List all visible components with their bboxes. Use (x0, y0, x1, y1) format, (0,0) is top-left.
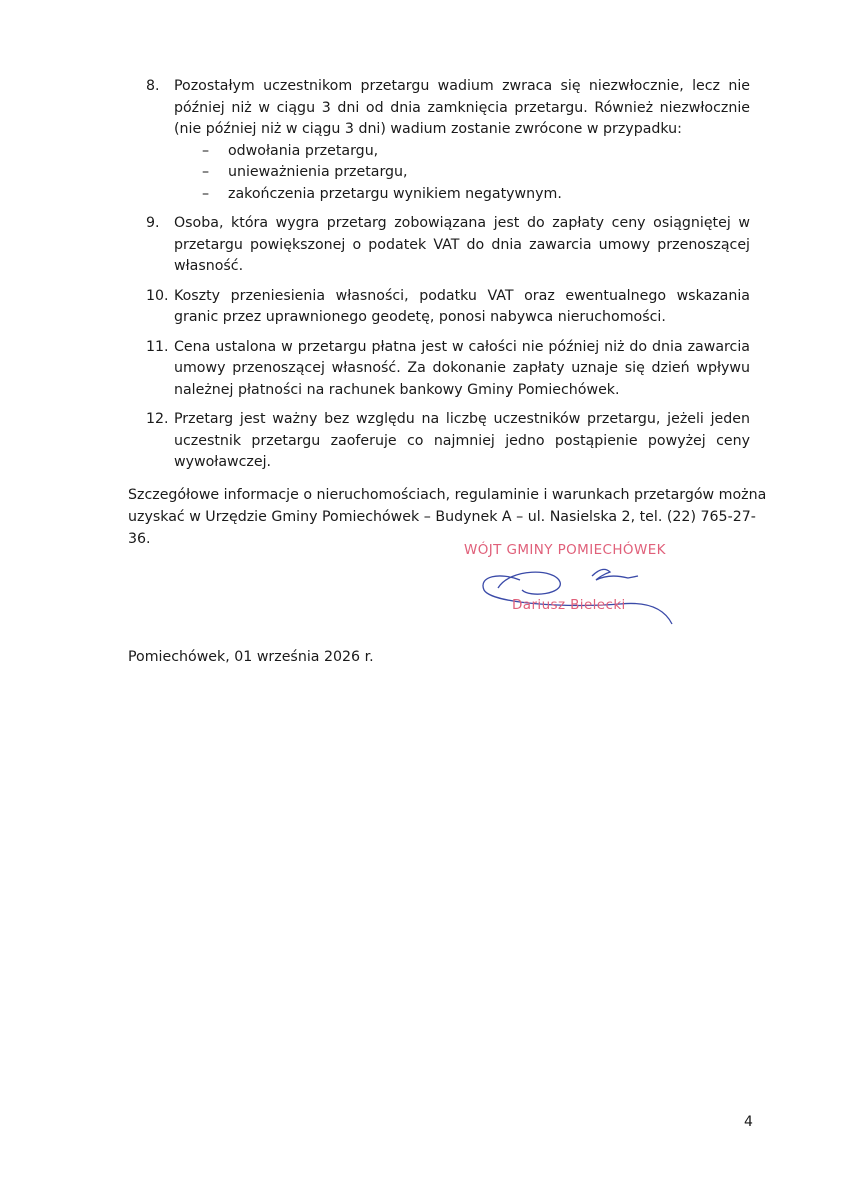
sub-item (202, 184, 750, 206)
contact-info-paragraph: Szczegółowe informacje o nieruchomościach, regulaminie i warunkach przetargów można uzyskać w Urzędzie Gminy Pomiechówek – Budynek A – ul. Nasielska 2, tel. (22) 765-27-36. (128, 487, 767, 548)
item-number: 11. (146, 338, 169, 355)
place-and-date: Pomiechówek, 01 września 2026 r. (128, 649, 374, 666)
dash-bullet: – (202, 142, 210, 159)
item-number: 9. (146, 215, 160, 231)
item-text: Pozostałym uczestnikom przetargu wadium zwraca się niezwłocznie, lecz nie później niż w ciągu 3 dni od dnia zamknięcia przetargu. Również niezwłocznie (nie później niż w ciągu 3 dni) wadium zostanie zwrócone w przypadku: (174, 78, 750, 137)
stamp-title: WÓJT GMINY POMIECHÓWEK (464, 542, 666, 558)
item-text: Cena ustalona w przetargu płatna jest w całości nie później niż do dnia zawarcia umowy przenoszącej własność. Za dokonanie zapłaty uznaje się dzień wpływu należnej płatności na rachunek bankowy Gminy Pomiechówek. (174, 338, 750, 398)
handwritten-signature (460, 538, 690, 638)
list-item-12 (128, 409, 750, 474)
stamp-name: Dariusz Bielecki (512, 597, 626, 613)
sub-list (174, 141, 750, 206)
item-text: Osoba, która wygra przetarg zobowiązana jest do zapłaty ceny osiągniętej w przetargu powiększonej o podatek VAT do dnia zawarcia umowy przenoszącej własność. (174, 215, 750, 274)
item-number: 12. (146, 411, 169, 427)
sub-item (202, 141, 750, 163)
sub-item-text: zakończenia przetargu wynikiem negatywnym. (228, 185, 562, 202)
sub-item (202, 162, 750, 184)
dash-bullet: – (202, 164, 210, 180)
page-number: 4 (744, 1114, 753, 1130)
item-number: 10. (146, 287, 169, 304)
list-item-10 (128, 286, 750, 329)
list-item-9 (128, 213, 750, 278)
list-item-11 (128, 337, 750, 402)
sub-item-text: unieważnienia przetargu, (228, 164, 408, 180)
conditions-list (128, 76, 750, 482)
item-text: Koszty przeniesienia własności, podatku VAT oraz ewentualnego wskazania granic przez uprawnionego geodetę, ponosi nabywca nieruchomości. (174, 287, 750, 325)
signature-stamp (460, 538, 690, 638)
list-item-8 (128, 76, 750, 205)
dash-bullet: – (202, 185, 210, 202)
sub-item-text: odwołania przetargu, (228, 142, 379, 159)
item-text: Przetarg jest ważny bez względu na liczbę uczestników przetargu, jeżeli jeden uczestnik przetargu zaoferuje co najmniej jedno postąpienie powyżej ceny wywoławczej. (174, 411, 750, 470)
item-number: 8. (146, 78, 160, 94)
